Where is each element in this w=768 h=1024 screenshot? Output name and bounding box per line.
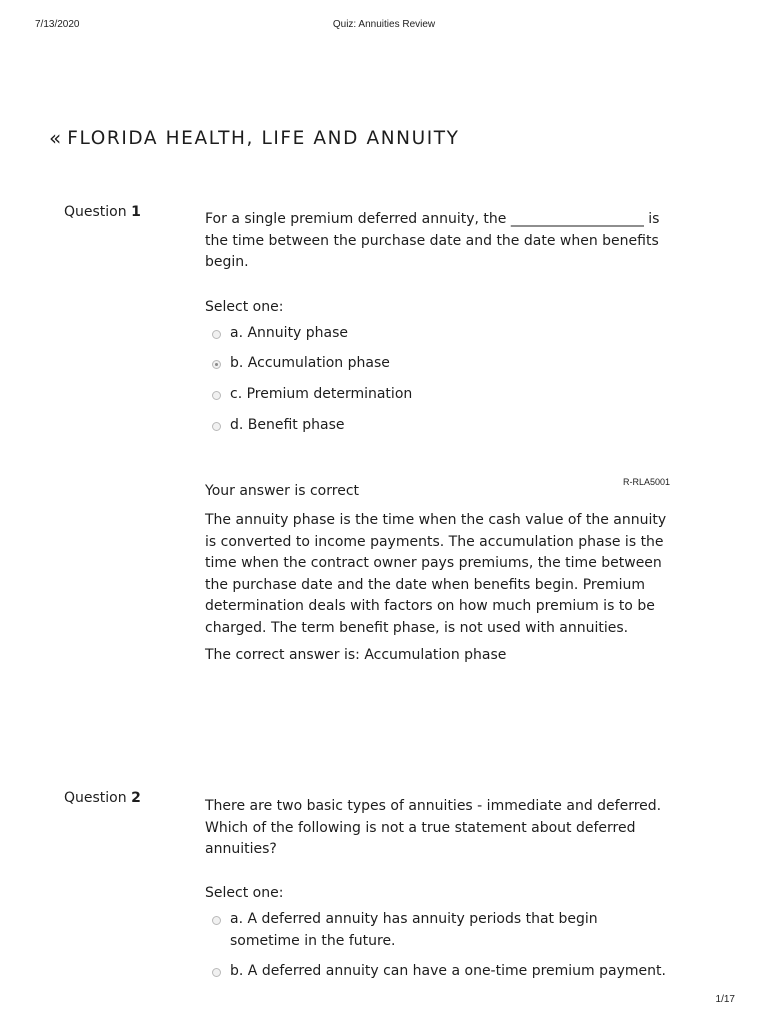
question-2-text: There are two basic types of annuities - immediate and deferred. Which of the following is not a true statement about deferred annuities? <box>205 798 662 857</box>
question-label-prefix: Question <box>64 790 132 806</box>
question-id: R-RLA5001 <box>622 477 670 487</box>
question-label-prefix: Question <box>64 204 132 220</box>
course-header-link[interactable] <box>49 126 460 150</box>
question-1-text: For a single premium deferred annuity, the ___________________ is the time between the purchase date and the date when benefits begin. <box>205 211 660 270</box>
q1-option-a[interactable] <box>212 323 682 345</box>
correct-answer: The correct answer is: Accumulation phase <box>205 647 507 663</box>
radio-button[interactable] <box>212 916 221 925</box>
option-label: a. A deferred annuity has annuity periods that begin sometime in the future. <box>230 911 598 949</box>
radio-button[interactable] <box>212 391 221 400</box>
question-2-label <box>64 790 141 806</box>
print-title: Quiz: Annuities Review <box>332 19 436 30</box>
course-title: FLORIDA HEALTH, LIFE AND ANNUITY <box>67 127 460 149</box>
option-label: b. A deferred annuity can have a one-time premium payment. <box>230 963 666 979</box>
q2-option-b[interactable] <box>212 961 682 983</box>
select-one-label: Select one: <box>205 885 284 901</box>
question-number: 1 <box>131 204 141 220</box>
radio-button-selected[interactable] <box>212 360 221 369</box>
radio-button[interactable] <box>212 422 221 431</box>
answer-explanation: The annuity phase is the time when the cash value of the annuity is converted to income payments. The accumulation phase is the time when the contract owner pays premiums, the time between the purchase date and the date when benefits begin. Premium determination deals with factors on how much premium is to be charged. The term benefit phase, is not used with annuities. <box>205 512 667 636</box>
select-one-label: Select one: <box>205 299 284 315</box>
option-label: c. Premium determination <box>230 386 413 402</box>
double-chevron-left-icon: « <box>49 126 62 150</box>
print-date: 7/13/2020 <box>35 19 80 30</box>
radio-button[interactable] <box>212 330 221 339</box>
option-label: a. Annuity phase <box>230 325 349 341</box>
q1-option-c[interactable] <box>212 384 682 406</box>
option-label: b. Accumulation phase <box>230 355 390 371</box>
q1-option-d[interactable] <box>212 415 682 437</box>
question-1-label <box>64 204 141 220</box>
page-number: 1/17 <box>715 994 735 1005</box>
question-number: 2 <box>131 790 141 806</box>
answer-result: Your answer is correct <box>205 483 360 499</box>
option-label: d. Benefit phase <box>230 417 345 433</box>
q1-option-b[interactable] <box>212 353 682 375</box>
q2-option-a[interactable] <box>212 909 632 952</box>
radio-button[interactable] <box>212 968 221 977</box>
